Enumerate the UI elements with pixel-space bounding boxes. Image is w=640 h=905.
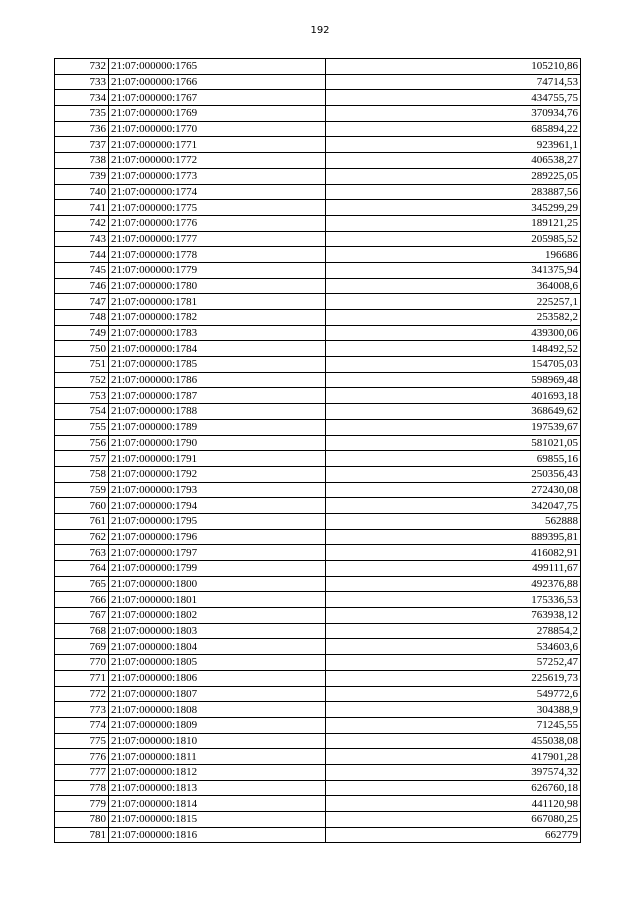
cadastral-number-cell: 21:07:000000:1810 xyxy=(109,733,326,749)
cadastral-number-cell: 21:07:000000:1800 xyxy=(109,576,326,592)
row-number-cell: 770 xyxy=(55,655,109,671)
cadastral-number-cell: 21:07:000000:1804 xyxy=(109,639,326,655)
row-number-cell: 780 xyxy=(55,812,109,828)
cadastral-number-cell: 21:07:000000:1766 xyxy=(109,74,326,90)
row-number-cell: 742 xyxy=(55,215,109,231)
row-number-cell: 754 xyxy=(55,404,109,420)
cadastral-number-cell: 21:07:000000:1784 xyxy=(109,341,326,357)
value-cell: 598969,48 xyxy=(326,372,581,388)
row-number-cell: 756 xyxy=(55,435,109,451)
table-row xyxy=(55,294,581,310)
row-number-cell: 776 xyxy=(55,749,109,765)
cadastral-number-cell: 21:07:000000:1791 xyxy=(109,451,326,467)
value-cell: 364008,6 xyxy=(326,278,581,294)
table-row xyxy=(55,419,581,435)
value-cell: 439300,06 xyxy=(326,325,581,341)
value-cell: 406538,27 xyxy=(326,153,581,169)
cadastral-number-cell: 21:07:000000:1788 xyxy=(109,404,326,420)
cadastral-number-cell: 21:07:000000:1775 xyxy=(109,200,326,216)
value-cell: 154705,03 xyxy=(326,357,581,373)
value-cell: 434755,75 xyxy=(326,90,581,106)
value-cell: 225257,1 xyxy=(326,294,581,310)
value-cell: 278854,2 xyxy=(326,623,581,639)
row-number-cell: 781 xyxy=(55,827,109,843)
table-row xyxy=(55,153,581,169)
row-number-cell: 745 xyxy=(55,262,109,278)
value-cell: 492376,88 xyxy=(326,576,581,592)
cadastral-number-cell: 21:07:000000:1812 xyxy=(109,764,326,780)
table-row xyxy=(55,435,581,451)
row-number-cell: 765 xyxy=(55,576,109,592)
cadastral-number-cell: 21:07:000000:1794 xyxy=(109,498,326,514)
table-row xyxy=(55,357,581,373)
page-number: 192 xyxy=(310,25,330,36)
table-row xyxy=(55,90,581,106)
cadastral-number-cell: 21:07:000000:1773 xyxy=(109,168,326,184)
cadastral-number-cell: 21:07:000000:1776 xyxy=(109,215,326,231)
row-number-cell: 760 xyxy=(55,498,109,514)
value-cell: 441120,98 xyxy=(326,796,581,812)
cadastral-number-cell: 21:07:000000:1780 xyxy=(109,278,326,294)
table-row xyxy=(55,655,581,671)
value-cell: 534603,6 xyxy=(326,639,581,655)
value-cell: 416082,91 xyxy=(326,545,581,561)
value-cell: 923961,1 xyxy=(326,137,581,153)
value-cell: 197539,67 xyxy=(326,419,581,435)
value-cell: 662779 xyxy=(326,827,581,843)
cadastral-number-cell: 21:07:000000:1781 xyxy=(109,294,326,310)
value-cell: 272430,08 xyxy=(326,482,581,498)
value-cell: 225619,73 xyxy=(326,670,581,686)
row-number-cell: 749 xyxy=(55,325,109,341)
value-cell: 283887,56 xyxy=(326,184,581,200)
cadastral-number-cell: 21:07:000000:1808 xyxy=(109,702,326,718)
cadastral-number-cell: 21:07:000000:1767 xyxy=(109,90,326,106)
row-number-cell: 748 xyxy=(55,310,109,326)
value-cell: 148492,52 xyxy=(326,341,581,357)
row-number-cell: 755 xyxy=(55,419,109,435)
value-cell: 667080,25 xyxy=(326,812,581,828)
value-cell: 685894,22 xyxy=(326,121,581,137)
row-number-cell: 752 xyxy=(55,372,109,388)
table-row xyxy=(55,702,581,718)
row-number-cell: 734 xyxy=(55,90,109,106)
row-number-cell: 739 xyxy=(55,168,109,184)
row-number-cell: 733 xyxy=(55,74,109,90)
row-number-cell: 764 xyxy=(55,561,109,577)
table-body xyxy=(55,59,581,843)
value-cell: 397574,32 xyxy=(326,764,581,780)
value-cell: 370934,76 xyxy=(326,106,581,122)
table-row xyxy=(55,247,581,263)
cadastral-number-cell: 21:07:000000:1814 xyxy=(109,796,326,812)
table-row xyxy=(55,717,581,733)
row-number-cell: 735 xyxy=(55,106,109,122)
row-number-cell: 740 xyxy=(55,184,109,200)
table-row xyxy=(55,278,581,294)
table-row xyxy=(55,796,581,812)
row-number-cell: 750 xyxy=(55,341,109,357)
cadastral-number-cell: 21:07:000000:1778 xyxy=(109,247,326,263)
cadastral-number-cell: 21:07:000000:1801 xyxy=(109,592,326,608)
value-cell: 549772,6 xyxy=(326,686,581,702)
table-row xyxy=(55,310,581,326)
cadastral-number-cell: 21:07:000000:1769 xyxy=(109,106,326,122)
table-row xyxy=(55,733,581,749)
cadastral-number-cell: 21:07:000000:1811 xyxy=(109,749,326,765)
value-cell: 581021,05 xyxy=(326,435,581,451)
table-row xyxy=(55,74,581,90)
value-cell: 304388,9 xyxy=(326,702,581,718)
row-number-cell: 759 xyxy=(55,482,109,498)
row-number-cell: 766 xyxy=(55,592,109,608)
row-number-cell: 737 xyxy=(55,137,109,153)
row-number-cell: 777 xyxy=(55,764,109,780)
value-cell: 345299,29 xyxy=(326,200,581,216)
cadastral-number-cell: 21:07:000000:1795 xyxy=(109,513,326,529)
row-number-cell: 771 xyxy=(55,670,109,686)
table-row xyxy=(55,372,581,388)
row-number-cell: 738 xyxy=(55,153,109,169)
cadastral-number-cell: 21:07:000000:1771 xyxy=(109,137,326,153)
cadastral-number-cell: 21:07:000000:1815 xyxy=(109,812,326,828)
row-number-cell: 775 xyxy=(55,733,109,749)
value-cell: 175336,53 xyxy=(326,592,581,608)
value-cell: 341375,94 xyxy=(326,262,581,278)
table-row xyxy=(55,686,581,702)
cadastral-number-cell: 21:07:000000:1797 xyxy=(109,545,326,561)
value-cell: 401693,18 xyxy=(326,388,581,404)
table-row xyxy=(55,168,581,184)
value-cell: 626760,18 xyxy=(326,780,581,796)
table-row xyxy=(55,561,581,577)
row-number-cell: 747 xyxy=(55,294,109,310)
row-number-cell: 778 xyxy=(55,780,109,796)
value-cell: 417901,28 xyxy=(326,749,581,765)
cadastral-number-cell: 21:07:000000:1809 xyxy=(109,717,326,733)
cadastral-number-cell: 21:07:000000:1774 xyxy=(109,184,326,200)
cadastral-number-cell: 21:07:000000:1805 xyxy=(109,655,326,671)
table-row xyxy=(55,592,581,608)
row-number-cell: 774 xyxy=(55,717,109,733)
table-row xyxy=(55,639,581,655)
value-cell: 499111,67 xyxy=(326,561,581,577)
cadastral-number-cell: 21:07:000000:1796 xyxy=(109,529,326,545)
cadastral-number-cell: 21:07:000000:1777 xyxy=(109,231,326,247)
row-number-cell: 751 xyxy=(55,357,109,373)
cadastral-number-cell: 21:07:000000:1787 xyxy=(109,388,326,404)
value-cell: 71245,55 xyxy=(326,717,581,733)
value-cell: 69855,16 xyxy=(326,451,581,467)
cadastral-number-cell: 21:07:000000:1785 xyxy=(109,357,326,373)
table-row xyxy=(55,341,581,357)
table-row xyxy=(55,451,581,467)
row-number-cell: 741 xyxy=(55,200,109,216)
value-cell: 189121,25 xyxy=(326,215,581,231)
table-row xyxy=(55,749,581,765)
cadastral-table xyxy=(54,58,581,843)
row-number-cell: 757 xyxy=(55,451,109,467)
cadastral-number-cell: 21:07:000000:1806 xyxy=(109,670,326,686)
cadastral-number-cell: 21:07:000000:1765 xyxy=(109,59,326,75)
table-row xyxy=(55,59,581,75)
table-row xyxy=(55,121,581,137)
table-row xyxy=(55,529,581,545)
table-row xyxy=(55,545,581,561)
value-cell: 342047,75 xyxy=(326,498,581,514)
table-row xyxy=(55,466,581,482)
table-row xyxy=(55,106,581,122)
table-row xyxy=(55,812,581,828)
table-row xyxy=(55,670,581,686)
table-row xyxy=(55,576,581,592)
table-row xyxy=(55,498,581,514)
row-number-cell: 762 xyxy=(55,529,109,545)
cadastral-number-cell: 21:07:000000:1802 xyxy=(109,608,326,624)
value-cell: 289225,05 xyxy=(326,168,581,184)
row-number-cell: 732 xyxy=(55,59,109,75)
cadastral-number-cell: 21:07:000000:1786 xyxy=(109,372,326,388)
row-number-cell: 753 xyxy=(55,388,109,404)
value-cell: 763938,12 xyxy=(326,608,581,624)
row-number-cell: 763 xyxy=(55,545,109,561)
table-row xyxy=(55,608,581,624)
value-cell: 105210,86 xyxy=(326,59,581,75)
row-number-cell: 768 xyxy=(55,623,109,639)
table-row xyxy=(55,780,581,796)
value-cell: 57252,47 xyxy=(326,655,581,671)
cadastral-number-cell: 21:07:000000:1782 xyxy=(109,310,326,326)
table-row xyxy=(55,262,581,278)
cadastral-number-cell: 21:07:000000:1813 xyxy=(109,780,326,796)
table-row xyxy=(55,404,581,420)
row-number-cell: 736 xyxy=(55,121,109,137)
row-number-cell: 773 xyxy=(55,702,109,718)
value-cell: 74714,53 xyxy=(326,74,581,90)
value-cell: 889395,81 xyxy=(326,529,581,545)
table-row xyxy=(55,215,581,231)
value-cell: 250356,43 xyxy=(326,466,581,482)
cadastral-number-cell: 21:07:000000:1799 xyxy=(109,561,326,577)
value-cell: 205985,52 xyxy=(326,231,581,247)
cadastral-number-cell: 21:07:000000:1772 xyxy=(109,153,326,169)
table-row xyxy=(55,513,581,529)
cadastral-number-cell: 21:07:000000:1816 xyxy=(109,827,326,843)
table-row xyxy=(55,231,581,247)
table-row xyxy=(55,200,581,216)
table-row xyxy=(55,623,581,639)
row-number-cell: 769 xyxy=(55,639,109,655)
row-number-cell: 772 xyxy=(55,686,109,702)
row-number-cell: 743 xyxy=(55,231,109,247)
value-cell: 253582,2 xyxy=(326,310,581,326)
row-number-cell: 761 xyxy=(55,513,109,529)
cadastral-number-cell: 21:07:000000:1803 xyxy=(109,623,326,639)
row-number-cell: 744 xyxy=(55,247,109,263)
row-number-cell: 746 xyxy=(55,278,109,294)
value-cell: 455038,08 xyxy=(326,733,581,749)
table-row xyxy=(55,137,581,153)
table-row xyxy=(55,325,581,341)
row-number-cell: 758 xyxy=(55,466,109,482)
table-row xyxy=(55,827,581,843)
cadastral-number-cell: 21:07:000000:1807 xyxy=(109,686,326,702)
table-row xyxy=(55,388,581,404)
table-row xyxy=(55,482,581,498)
table-row xyxy=(55,764,581,780)
value-cell: 196686 xyxy=(326,247,581,263)
row-number-cell: 779 xyxy=(55,796,109,812)
cadastral-number-cell: 21:07:000000:1789 xyxy=(109,419,326,435)
row-number-cell: 767 xyxy=(55,608,109,624)
cadastral-number-cell: 21:07:000000:1779 xyxy=(109,262,326,278)
cadastral-number-cell: 21:07:000000:1792 xyxy=(109,466,326,482)
cadastral-number-cell: 21:07:000000:1793 xyxy=(109,482,326,498)
table-row xyxy=(55,184,581,200)
value-cell: 562888 xyxy=(326,513,581,529)
value-cell: 368649,62 xyxy=(326,404,581,420)
cadastral-number-cell: 21:07:000000:1783 xyxy=(109,325,326,341)
cadastral-number-cell: 21:07:000000:1790 xyxy=(109,435,326,451)
cadastral-number-cell: 21:07:000000:1770 xyxy=(109,121,326,137)
